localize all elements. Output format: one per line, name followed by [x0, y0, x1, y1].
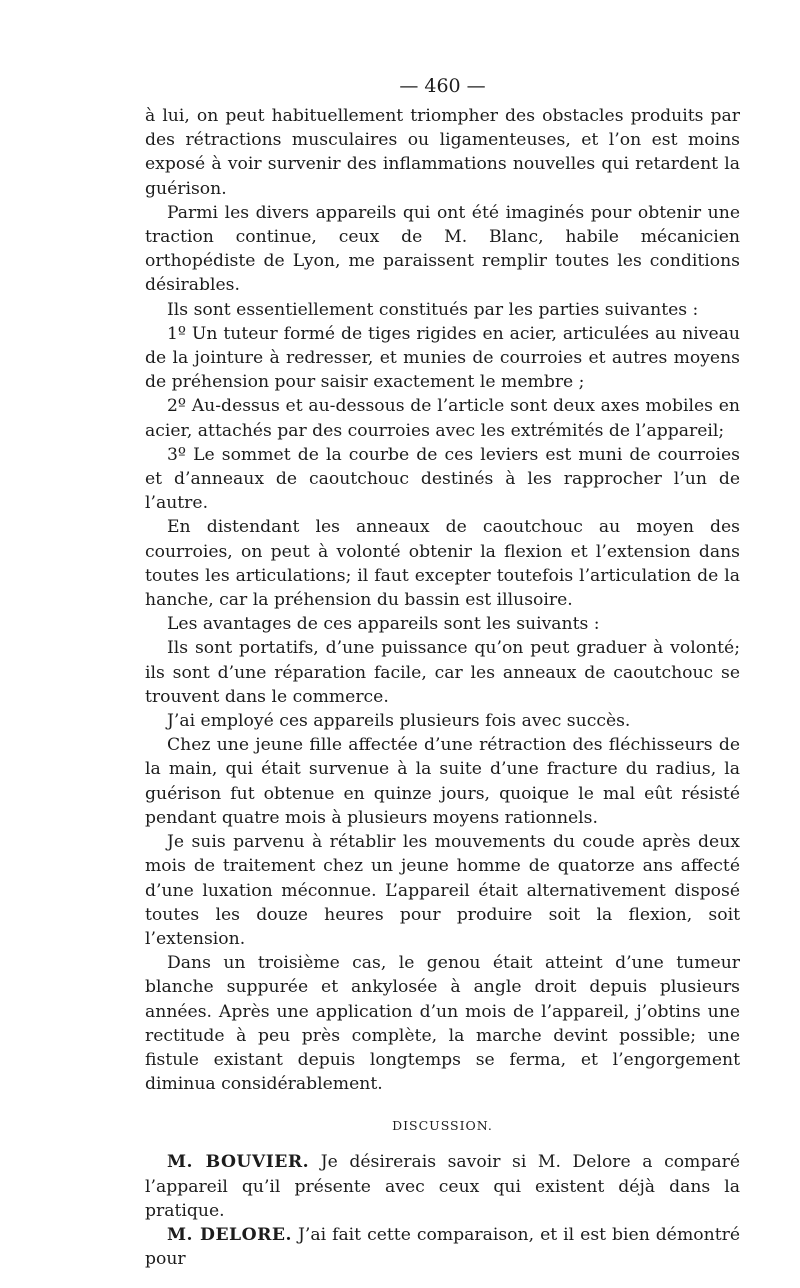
- book-page: [145, 72, 740, 1271]
- speaker-name: M. BOUVIER.: [167, 1152, 310, 1173]
- paragraph: Ils sont essentiellement constitués par les parties suivantes :: [167, 299, 699, 320]
- list-item-3: 3º Le sommet de la courbe de ces leviers est muni de courroies et d’anneaux de caoutchouc destinés à les rapprocher l’un de l’autre.: [145, 444, 740, 514]
- dialogue-delore: [145, 1223, 740, 1271]
- paragraph: Chez une jeune fille affectée d’une rétraction des fléchisseurs de la main, qui était survenue à la suite d’une fracture du radius, la guérison fut obtenue en quinze jours, quoique le mal eût résisté pendant quatre mois à plusieurs moyens rationnels.: [145, 735, 740, 828]
- discussion-heading: DISCUSSION.: [392, 1118, 493, 1134]
- speaker-name: M. DELORE.: [167, 1224, 292, 1245]
- speech-text: J’ai fait cette comparaison, et il est bien démontré pour: [145, 1224, 740, 1270]
- paragraph: En distendant les anneaux de caoutchouc au moyen des courroies, on peut à volonté obtenir la flexion et l’extension dans toutes les articulations; il faut excepter toutefois l’articulation de la hanche, car la préhension du bassin est illusoire.: [145, 517, 740, 611]
- list-item-1: 1º Un tuteur formé de tiges rigides en acier, articulées au niveau de la jointure à redresser, et munies de courroies et autres moyens de préhension pour saisir exactement le membre ;: [145, 323, 740, 393]
- paragraph: Les avantages de ces appareils sont les suivants :: [167, 614, 600, 635]
- speech-text: Je désirerais savoir si M. Delore a comparé l’appareil qu’il présente avec ceux qui existent déjà dans la pratique.: [145, 1152, 740, 1221]
- page-number: — 460 —: [399, 75, 486, 97]
- paragraph: Parmi les divers appareils qui ont été imaginés pour obtenir une traction continue, ceux de M. Blanc, habile mécanicien orthopédiste de Lyon, me paraissent remplir toutes les conditions désirables.: [145, 202, 740, 296]
- list-item-2: 2º Au-dessus et au-dessous de l’article sont deux axes mobiles en acier, attachés par des courroies avec les extrémités de l’appareil;: [145, 396, 740, 441]
- paragraph: J’ai employé ces appareils plusieurs fois avec succès.: [167, 711, 631, 732]
- paragraph: Dans un troisième cas, le genou était atteint d’une tumeur blanche suppurée et ankylosée à angle droit depuis plusieurs années. Après une application d’un mois de l’appareil, j’obtins une rectitude à peu près complète, la marche devint possible; une fistule existant depuis longtemps se ferma, et l’engorgement diminua considérablement.: [145, 953, 740, 1095]
- paragraph: Je suis parvenu à rétablir les mouvements du coude après deux mois de traitement chez un jeune homme de quatorze ans affecté d’une luxation méconnue. L’appareil était alternativement disposé toutes les douze heures pour produire soit la flexion, soit l’extension.: [145, 832, 740, 949]
- dialogue-bouvier: [145, 1150, 740, 1223]
- paragraph-continuation: à lui, on peut habituellement triompher des obstacles produits par des rétractions musculaires ou ligamenteuses, et l’on est moins exposé à voir survenir des inflammations nouvelles qui retardent la guérison.: [145, 106, 740, 199]
- paragraph: Ils sont portatifs, d’une puissance qu’on peut graduer à volonté; ils sont d’une réparation facile, car les anneaux de caoutchouc se trouvent dans le commerce.: [145, 638, 740, 707]
